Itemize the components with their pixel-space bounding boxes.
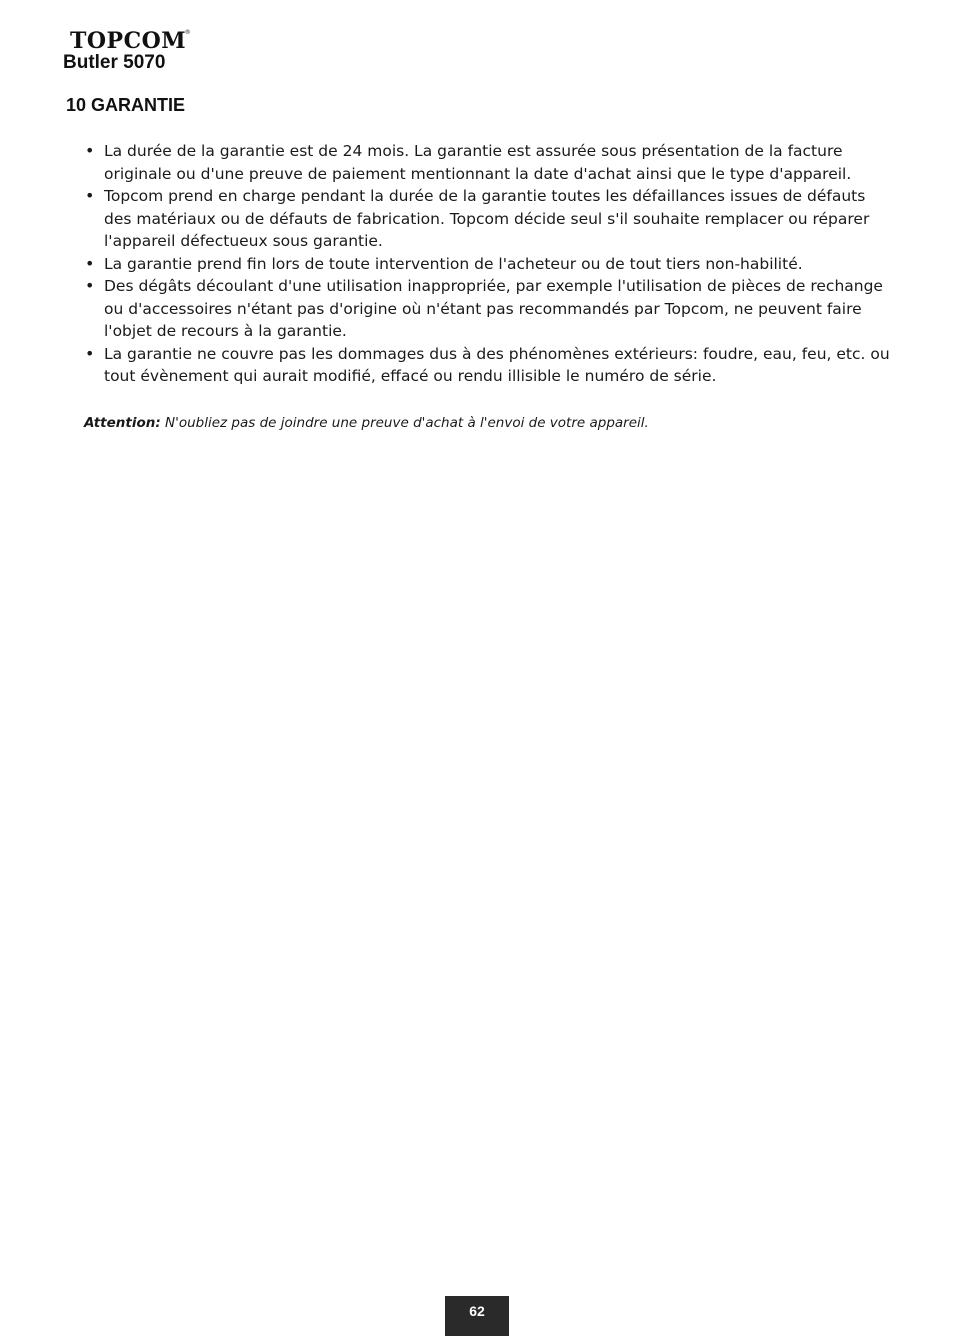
- list-item: [84, 185, 894, 253]
- brand-wordmark: TOPCOM: [70, 28, 187, 54]
- warranty-list: [84, 140, 894, 388]
- list-item: [84, 140, 894, 185]
- list-item-text: La garantie ne couvre pas les dommages dus à des phénomènes extérieurs: foudre, eau, feu, etc. ou tout évènement qui aurait modifié, effacé ou rendu illisible le numéro de série.: [104, 344, 890, 385]
- page-number: 62: [445, 1296, 509, 1336]
- list-item-text: Topcom prend en charge pendant la durée de la garantie toutes les défaillances issues de défauts des matériaux ou de défauts de fabrication. Topcom décide seul s'il souhaite remplacer ou réparer l'appareil défectueux sous garantie.: [104, 187, 870, 250]
- page-header: [63, 28, 192, 74]
- list-item-text: Des dégâts découlant d'une utilisation inappropriée, par exemple l'utilisation de pièces de rechange ou d'accessoires n'étant pas d'origine où n'étant pas recommandés par Topcom, ne peuvent faire l'objet de recours à la garantie.: [104, 277, 883, 340]
- list-item: [84, 343, 894, 388]
- attention-label: Attention:: [84, 415, 161, 431]
- list-item-text: La durée de la garantie est de 24 mois. La garantie est assurée sous présentation de la facture originale ou d'une preuve de paiement mentionnant la date d'achat ainsi que le type d'appareil.: [104, 142, 852, 183]
- bullet-icon: •: [85, 276, 95, 295]
- list-item: [84, 275, 894, 343]
- bullet-icon: •: [85, 343, 95, 363]
- registered-mark: ®: [184, 29, 192, 36]
- product-name: Butler 5070: [63, 52, 166, 73]
- list-item-text: La garantie prend fin lors de toute intervention de l'acheteur ou de tout tiers non-habilité.: [104, 254, 803, 273]
- topcom-logo: [70, 28, 192, 54]
- attention-note: [84, 414, 894, 432]
- bullet-icon: •: [85, 186, 95, 205]
- list-item: [84, 253, 894, 276]
- bullet-icon: •: [85, 141, 95, 160]
- attention-text: N'oubliez pas de joindre une preuve d'achat à l'envoi de votre appareil.: [160, 415, 649, 431]
- bullet-icon: •: [85, 253, 95, 273]
- section-title: 10 GARANTIE: [66, 95, 186, 115]
